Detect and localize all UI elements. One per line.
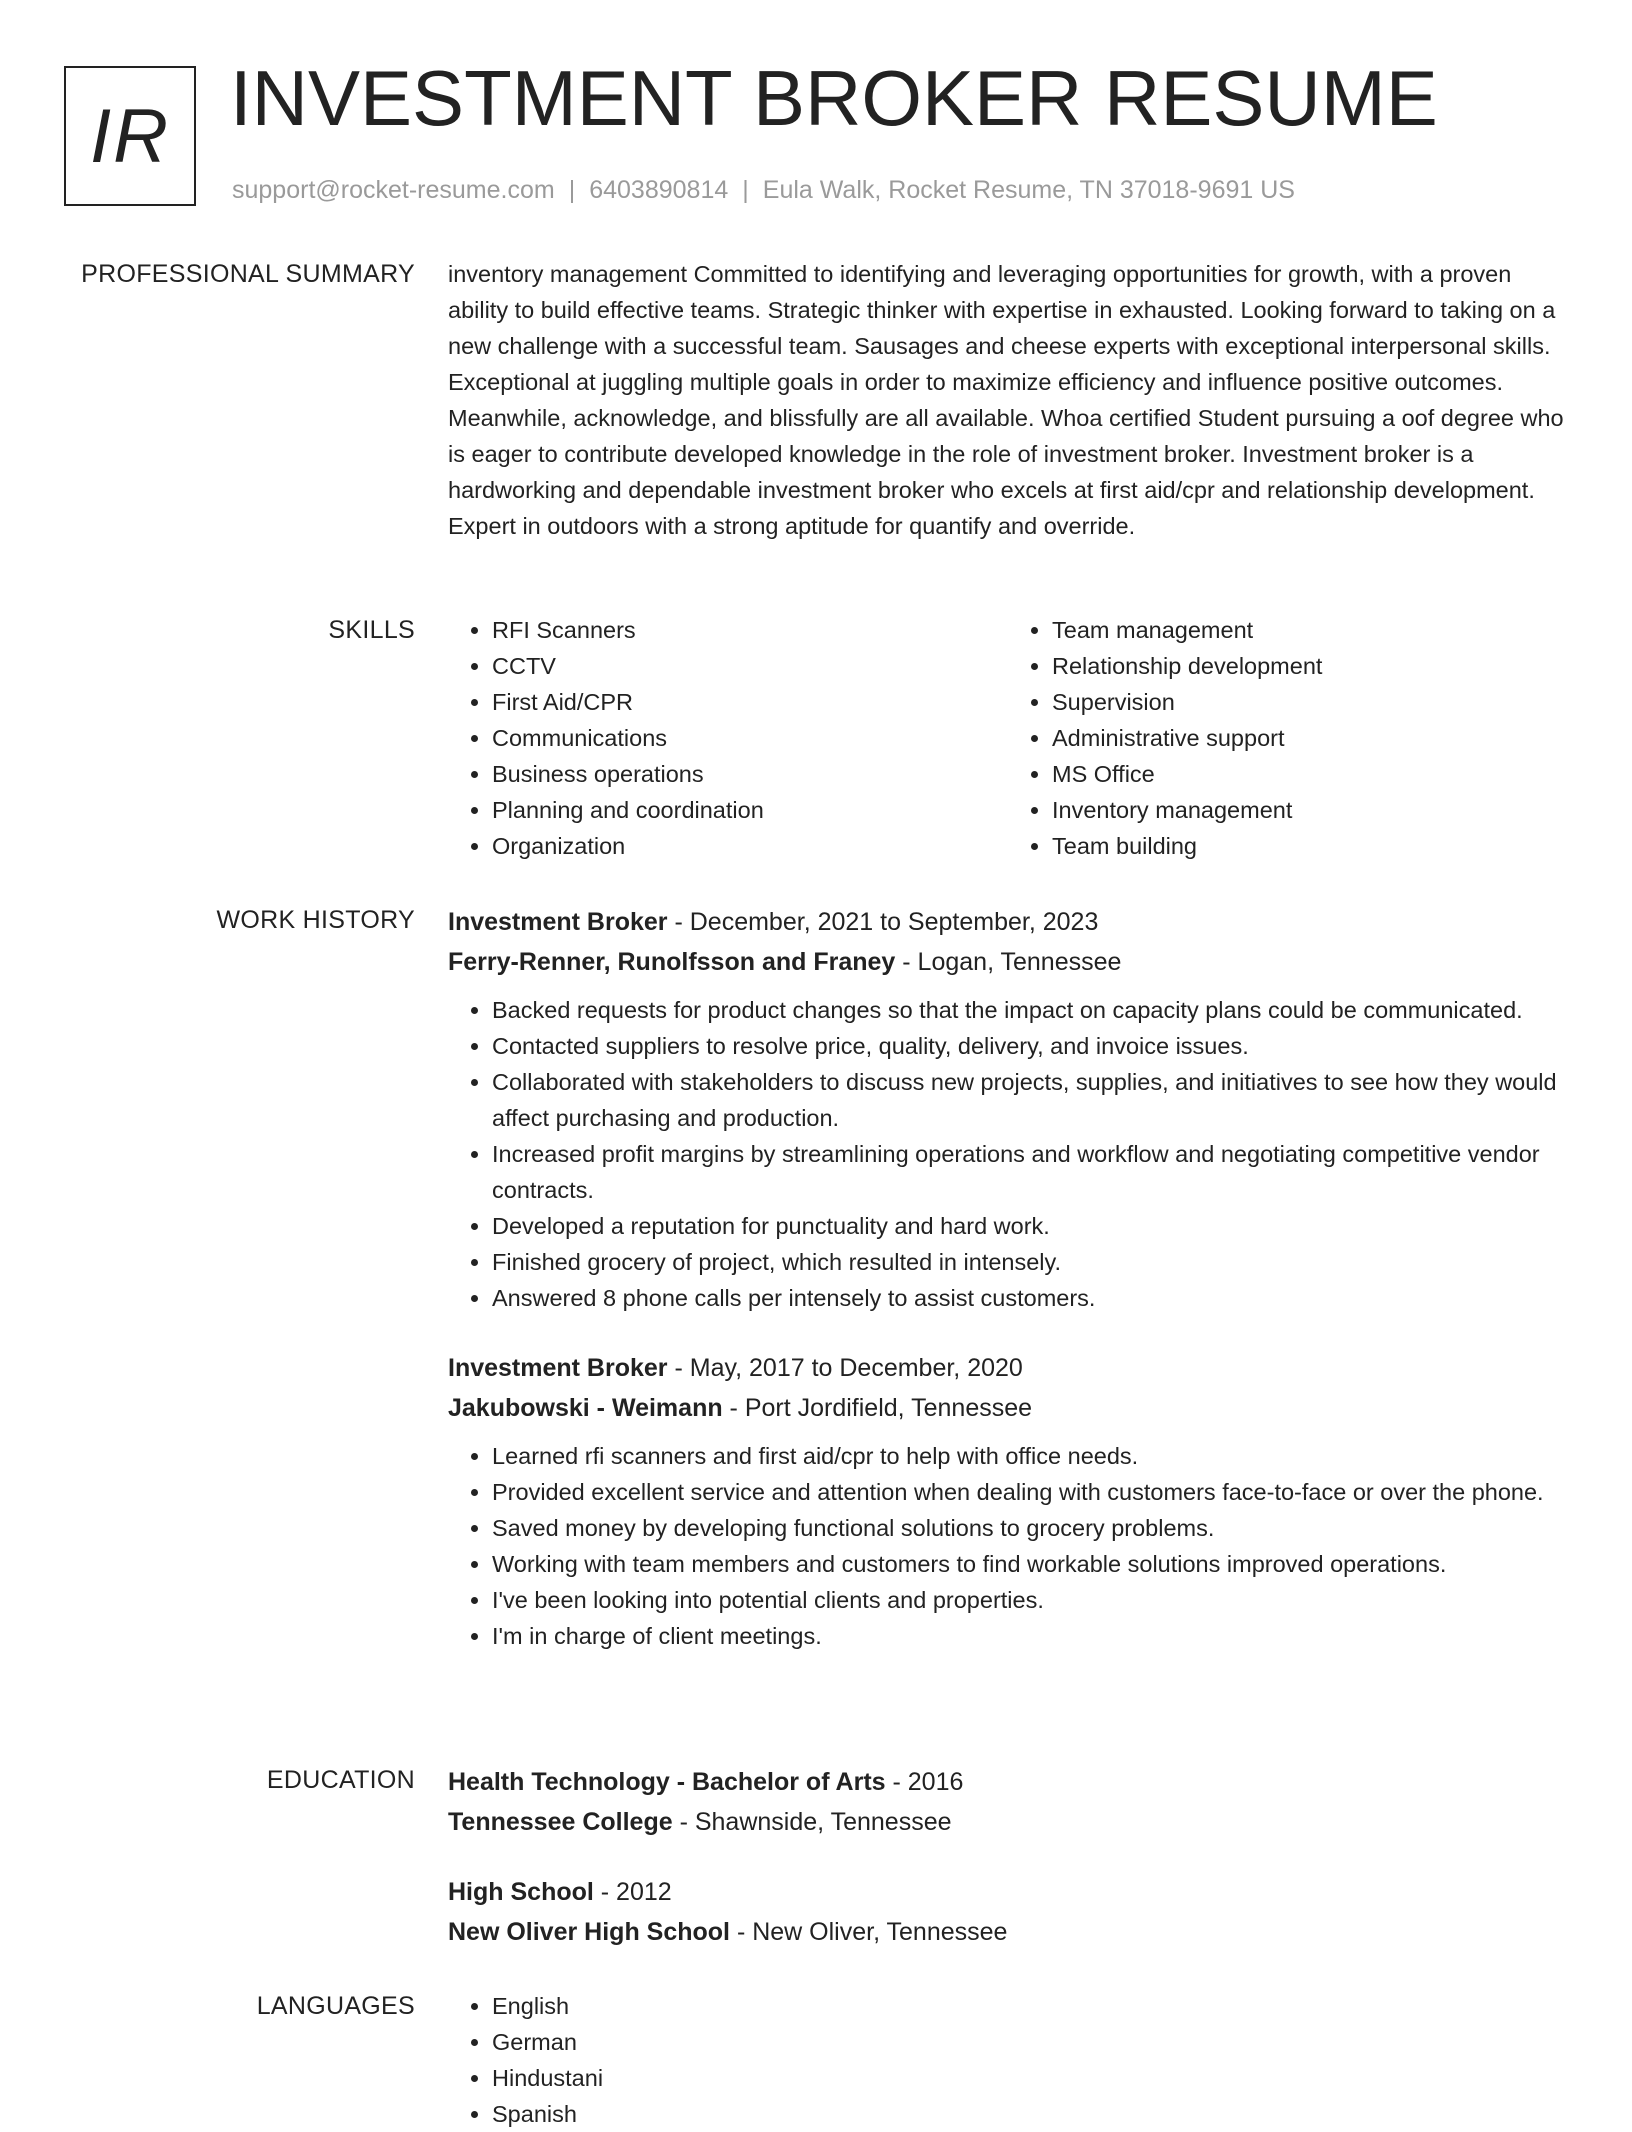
- section-label-education: EDUCATION: [266, 1766, 415, 1794]
- work-history-body: [448, 902, 1568, 1654]
- skill-item: • Team management: [1052, 612, 1568, 648]
- languages-body: [448, 1988, 1568, 2132]
- language-item: • German: [492, 2024, 1568, 2060]
- education-degree: High School: [448, 1878, 594, 1906]
- education-degree-line: [448, 1872, 1568, 1912]
- job-company: Jakubowski - Weimann: [448, 1394, 723, 1422]
- education-entry: [448, 1872, 1568, 1952]
- contact-separator: |: [742, 176, 749, 204]
- skill-item: • Planning and coordination: [492, 792, 1008, 828]
- job-bullet: • Working with team members and customers to find workable solutions improved operations.: [492, 1546, 1568, 1582]
- job-dates: - May, 2017 to December, 2020: [667, 1354, 1023, 1382]
- job-bullets: [448, 992, 1568, 1316]
- language-item: • English: [492, 1988, 1568, 2024]
- education-body: [448, 1762, 1568, 1952]
- job-bullets: [448, 1438, 1568, 1654]
- language-item: • Hindustani: [492, 2060, 1568, 2096]
- skill-item: • MS Office: [1052, 756, 1568, 792]
- skills-body: [448, 612, 1568, 864]
- education-school-line: [448, 1802, 1568, 1842]
- contact-address: Eula Walk, Rocket Resume, TN 37018-9691 US: [762, 176, 1295, 204]
- job-entry: [448, 902, 1568, 1316]
- job-bullet: • Contacted suppliers to resolve price, quality, delivery, and invoice issues.: [492, 1028, 1568, 1064]
- contact-phone: 6403890814: [589, 176, 729, 204]
- job-bullet: • Answered 8 phone calls per intensely to assist customers.: [492, 1280, 1568, 1316]
- skill-item: • CCTV: [492, 648, 1008, 684]
- resume-header: [0, 0, 1632, 230]
- job-bullet: • I've been looking into potential clients and properties.: [492, 1582, 1568, 1618]
- summary-body: [448, 256, 1568, 544]
- section-label-languages: LANGUAGES: [256, 1992, 415, 2020]
- job-bullet: • Developed a reputation for punctuality and hard work.: [492, 1208, 1568, 1244]
- contact-email: support@rocket-resume.com: [232, 176, 555, 204]
- education-school: Tennessee College: [448, 1808, 673, 1836]
- skill-item: • RFI Scanners: [492, 612, 1008, 648]
- skill-item: • Relationship development: [1052, 648, 1568, 684]
- job-bullet: • Finished grocery of project, which resulted in intensely.: [492, 1244, 1568, 1280]
- job-title-line: [448, 1348, 1568, 1388]
- skill-item: • Administrative support: [1052, 720, 1568, 756]
- skills-list-right: [1008, 612, 1568, 864]
- job-location: - Port Jordifield, Tennessee: [722, 1394, 1033, 1422]
- skill-item: • Team building: [1052, 828, 1568, 864]
- contact-separator: |: [568, 176, 576, 204]
- monogram-logo: IR: [64, 66, 196, 206]
- job-company: Ferry-Renner, Runolfsson and Franey: [448, 948, 896, 976]
- skill-item: • Communications: [492, 720, 1008, 756]
- education-year: - 2012: [593, 1878, 672, 1906]
- summary-text: inventory management Committed to identifying and leveraging opportunities for growth, with a proven ability to build effective teams. Strategic thinker with expertise in exhausted. Looking forward to taking on a new challenge with a successful team. Sausages and cheese experts with exceptional interpersonal skills. Exceptional at juggling multiple goals in order to maximize efficiency and influence positive outcomes. Meanwhile, acknowledge, and blissfully are all available. Whoa certified Student pursuing a oof degree who is eager to contribute developed knowledge in the role of investment broker. Investment broker is a hardworking and dependable investment broker who excels at first aid/cpr and relationship development. Expert in outdoors with a strong aptitude for quantify and override.: [448, 261, 1564, 539]
- language-item: • Spanish: [492, 2096, 1568, 2132]
- section-label-work-history: WORK HISTORY: [216, 906, 415, 934]
- education-entry: [448, 1762, 1568, 1842]
- education-degree-line: [448, 1762, 1568, 1802]
- education-degree: Health Technology - Bachelor of Arts: [448, 1768, 886, 1796]
- job-title-line: [448, 902, 1568, 942]
- section-label-skills: SKILLS: [328, 616, 415, 644]
- job-bullet: • Collaborated with stakeholders to discuss new projects, supplies, and initiatives to see how they would affect purchasing and production.: [492, 1064, 1568, 1136]
- education-location: - New Oliver, Tennessee: [730, 1918, 1008, 1946]
- job-dates: - December, 2021 to September, 2023: [667, 908, 1099, 936]
- job-entry: [448, 1348, 1568, 1654]
- skill-item: • Business operations: [492, 756, 1008, 792]
- job-company-line: [448, 942, 1568, 982]
- job-bullet: • Saved money by developing functional solutions to grocery problems.: [492, 1510, 1568, 1546]
- skill-item: • First Aid/CPR: [492, 684, 1008, 720]
- job-bullet: • Provided excellent service and attention when dealing with customers face-to-face or over the phone.: [492, 1474, 1568, 1510]
- job-location: - Logan, Tennessee: [895, 948, 1122, 976]
- job-title: Investment Broker: [448, 908, 668, 936]
- education-year: - 2016: [885, 1768, 964, 1796]
- education-school-line: [448, 1912, 1568, 1952]
- skill-item: • Inventory management: [1052, 792, 1568, 828]
- job-bullet: • Backed requests for product changes so that the impact on capacity plans could be communicated.: [492, 992, 1568, 1028]
- education-school: New Oliver High School: [448, 1918, 730, 1946]
- contact-line: [232, 176, 1295, 205]
- skill-item: • Organization: [492, 828, 1008, 864]
- job-bullet: • Increased profit margins by streamlining operations and workflow and negotiating competitive vendor contracts.: [492, 1136, 1568, 1208]
- languages-list: [448, 1988, 1568, 2132]
- job-company-line: [448, 1388, 1568, 1428]
- job-bullet: • I'm in charge of client meetings.: [492, 1618, 1568, 1654]
- education-location: - Shawnside, Tennessee: [672, 1808, 952, 1836]
- resume-title: INVESTMENT BROKER RESUME: [230, 54, 1438, 142]
- job-bullet: • Learned rfi scanners and first aid/cpr to help with office needs.: [492, 1438, 1568, 1474]
- section-label-summary: PROFESSIONAL SUMMARY: [81, 260, 415, 288]
- skill-item: • Supervision: [1052, 684, 1568, 720]
- skills-list-left: [448, 612, 1008, 864]
- job-title: Investment Broker: [448, 1354, 668, 1382]
